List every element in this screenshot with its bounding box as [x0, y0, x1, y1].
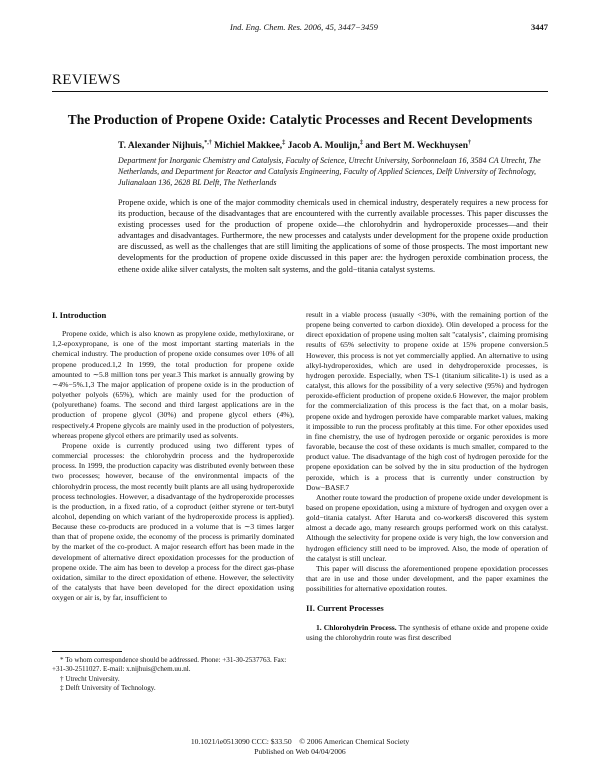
footnote-affiliation: ‡ Delft University of Technology. [60, 684, 156, 693]
footnote-correspondence: * To whom correspondence should be addressed. Phone: +31-30-2537763. Fax: +31-30-2511027. E-mail: x.nijhuis@chem.uu.nl. [52, 656, 287, 674]
author-name: Bert M. Weckhuysen [382, 141, 469, 152]
footnote-affiliation: † Utrecht University. [60, 674, 120, 683]
doi-line: 10.1021/ie0513090 CCC: $33.50 © 2006 American Chemical Society [190, 737, 410, 746]
page-footer [0, 737, 600, 757]
body-paragraph: result in a viable process (usually <30%, with the remaining portion of the propene being converted to carbon dioxide). Olin developed a process for the direct epoxidation of propene using molten salt "catalysis", claiming promising results of 65% selectivity to propene oxide at 15% propene conversion.5 However, this process is not yet commercially applied. An alternative to using alkyl-hydroperoxides, which are used in dehydroperoxide processes, is hydrogen peroxide. Especially, when TS-1 (titanium silicalite-1) is used as a catalyst, this allows for the possibility of a very selective (95%) and hydrogen peroxide-efficient production of propene oxide.6 However, the major problem for the commercialization of this process is the fact that, on a molar basis, propene oxide and hydrogen peroxide have comparable market values, making it impossible to run the process profitably at this time. For other epoxides used in fine chemistry, the use of hydrogen peroxide or organic peroxides is more favorable, because the cost of these oxidants is much smaller, compared to the product value. The disadvantage of the high cost of hydrogen peroxide for the propene epoxidation can be solved by the in situ production of the hydrogen peroxide, which is a process that is currently under construction by Dow−BASF.7 [306, 310, 548, 492]
publication-date: Published on Web 04/04/2006 [254, 747, 346, 756]
body-paragraph [306, 623, 548, 643]
section-heading-current-processes: II. Current Processes [306, 603, 384, 614]
abstract: Propene oxide, which is one of the major commodity chemicals used in chemical industry, desperately requires a new process for its production, because of the disadvantages that are encountered with the currently available processes. This paper discusses the existing processes used for the production of propene oxide—the chlorohydrin and hydroperoxide processes—and their advantages and disadvantages. Furthermore, the new processes and catalysts under development for the propene oxide production are discussed, as well as the challenges that are still limiting the applications of some of those prospects. The most important new developments for the production of propene oxide discussed in this paper are: the hydrogen peroxide combination process, the ethene oxide alike silver catalysts, the molten salt systems, and the gold−titania catalyst systems. [118, 198, 548, 274]
running-head [0, 22, 600, 36]
footnotes [52, 656, 294, 694]
paragraph-text: The synthesis of ethane oxide and propene oxide using the chlorohydrin route was first described [306, 622, 548, 642]
body-paragraph: Propene oxide, which is also known as propylene oxide, methyloxirane, or 1,2-epoxypropane, is one of the most important starting materials in the chemical industry. The production of propene oxide consumes over 10% of all propene produced.1,2 In 1999, the total production for propene oxide amounted to ∼5.8 million tons per year.3 This market is annually growing by ∼4%−5%.1,3 The major application of propene oxide is in the production of polyether polyols (65%), which are mainly used for the production of (polyurethane) foams. The second and third largest applications are in the production of propene glycol (30%) and propene glycol ethers (4%), respectively.4 Propene glycols are mainly used in the production of polyesters, whereas propene glycol ethers are primarily used as solvents. [52, 329, 294, 440]
author-list [118, 140, 548, 151]
page-number: 3447 [531, 22, 548, 32]
body-paragraph: Another route toward the production of propene oxide under development is based on propene epoxidation, using a mixture of hydrogen and oxygen over a gold−titania catalyst. After Haruta and co-workers8 discovered this system almost a decade ago, many research groups performed work on this catalyst. Although the selectivity for propene oxide is very high, the low conversion and hydrogen efficiency still need to be improved. Also, the mode of operation of the catalyst is still unclear. [306, 492, 548, 563]
subsection-heading: 1. Chlorohydrin Process. [316, 622, 397, 632]
section-divider [52, 91, 548, 92]
author-mark: *,† [204, 140, 212, 146]
author-mark: † [468, 140, 472, 146]
left-column [52, 310, 294, 603]
author-mark: ‡ [359, 140, 363, 146]
section-label: REVIEWS [52, 72, 121, 88]
body-paragraph: This paper will discuss the aforementioned propene epoxidation processes that are in use and those under development, and the paper examines the possibilities for alternative epoxidation routes. [306, 563, 548, 594]
section-heading-introduction: I. Introduction [52, 310, 107, 320]
author-name: Michiel Makkee, [214, 141, 283, 152]
body-paragraph: Propene oxide is currently produced using two different types of commercial processes: the chlorohydrin process and the hydroperoxide process. In 1999, the production capacity was distributed evenly between these two processes; however, because of the environmental impacts of the chlorohydrin process, the most recently built plants are all using hydroperoxide process technologies. However, a disadvantage of the hydroperoxide processes is the production, in a fixed ratio, of a coproduct (either styrene or tert-butyl alcohol, depending on which variant of the hydroperoxide process is applied). Because these co-products are produced in a volume that is ∼3 times larger than that of propene oxide, the economy of the process is primarily dominated by the market of the co-product. A major research effort has been made in the development of alternative direct epoxidation processes for the production of propene oxide. The aim has been to develop a process for the direct gas-phase oxidation, similar to the direct epoxidation of ethene. However, the selectivity of the catalysts that have been developed for the direct epoxidation using oxygen or air is, by far, insufficient to [52, 440, 294, 603]
author-separator: and [362, 141, 383, 152]
footnote-divider [52, 651, 122, 652]
author-name: T. Alexander Nijhuis, [118, 141, 205, 152]
author-mark: ‡ [282, 140, 286, 146]
author-affiliation: Department for Inorganic Chemistry and Catalysis, Faculty of Science, Utrecht University, Sorbonnelaan 16, 3584 CA Utrecht, The Netherlands, and Department for Reactor and Catalysis Engineering, Faculty of Applied Sciences, Delft University of Technology, Julianalaan 136, 2628 BL Delft, The Netherlands [118, 156, 541, 188]
right-column [306, 310, 548, 643]
article-title: The Production of Propene Oxide: Catalytic Processes and Recent Developments [67, 112, 533, 127]
author-name: Jacob A. Moulijn, [287, 141, 360, 152]
journal-citation: Ind. Eng. Chem. Res. 2006, 45, 3447−3459 [230, 22, 378, 32]
